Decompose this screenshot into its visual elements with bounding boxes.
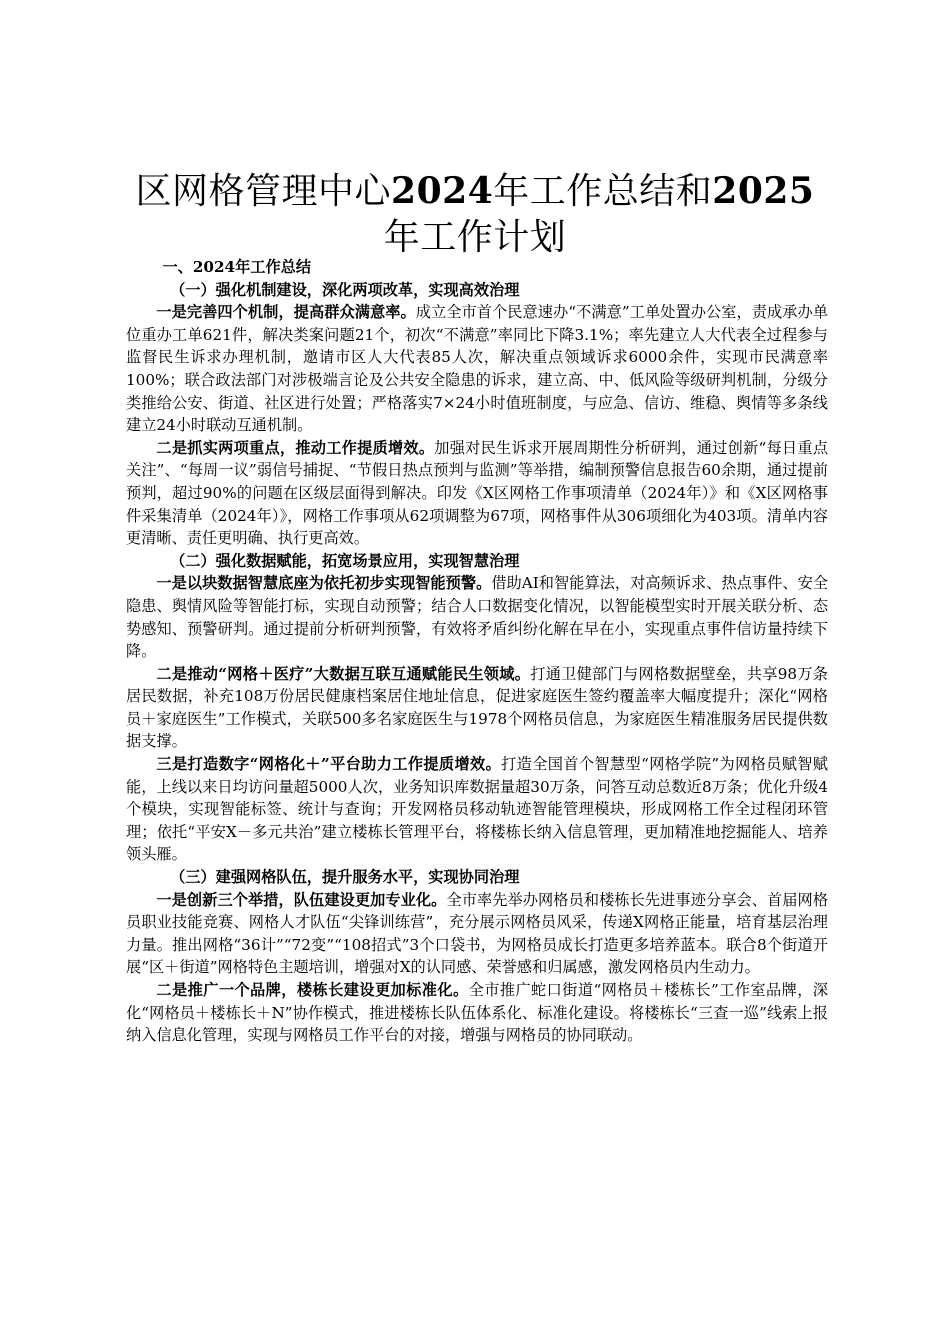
title-part-3: 年工作计划 xyxy=(383,217,567,258)
subsection-3-heading: （三）建强网格队伍，提升服务水平，实现协同治理 xyxy=(170,868,520,887)
title-part-1: 区网格管理中心 xyxy=(135,171,392,212)
paragraph-lead: 二是推动“网格＋医疗”大数据互联互通赋能民生领域。 xyxy=(156,664,531,683)
paragraph-lead: 一是完善四个机制，提高群众满意率。 xyxy=(156,303,416,322)
title-part-2: 年工作总结和 xyxy=(493,171,713,212)
paragraph-lead: 二是推广一个品牌，楼栋长建设更加标准化。 xyxy=(156,981,469,999)
paragraph-text: 全市率先举办网格员和楼栋长先进事迹分享会、首届网格员职业技能竞赛、网格人才队伍“尖锋训练营”，充分展示网格员风采，传递X网格正能量，培育基层治理力量。推出网格“36计”“72变”“108招式”3个口袋书，为网格员成长打造更多培养蓝本。联合8个街道开展“区＋街道”网格特色主题培训，增强对X的认同感、荣誉感和归属感，激发网格员内生动力。 xyxy=(126,890,828,977)
paragraph xyxy=(126,663,828,753)
paragraph-lead: 三是打造数字“网格化＋”平台助力工作提质增效。 xyxy=(156,755,502,774)
paragraph-text: 成立全市首个民意速办“不满意”工单处置办公室，责成承办单位重办工单621件，解决类案问题21个，初次“不满意”率同比下降3.1%；率先建立人大代表全过程参与监督民生诉求办理机制，邀请市区人大代表85人次，解决重点领域诉求6000余件，实现市民满意率100%；联合政法部门对涉极端言论及公共安全隐患的诉求，建立高、中、低风险等级研判机制，分级分类推给公安、街道、社区进行处置；严格落实7×24小时值班制度，与应急、信访、维稳、舆情等多条线建立24小时联动互通机制。 xyxy=(126,303,829,435)
paragraph xyxy=(126,301,828,437)
title-year-2: 2025 xyxy=(712,170,815,212)
paragraph-lead: 二是抓实两项重点，推动工作提质增效。 xyxy=(156,438,435,457)
title-year-1: 2024 xyxy=(391,170,494,212)
document-title xyxy=(120,168,830,261)
paragraph xyxy=(126,572,828,662)
paragraph-text: 借助AI和智能算法，对高频诉求、热点事件、安全隐患、舆情风险等智能打标，实现自动预警；结合人口数据变化情况，以智能模型实时开展关联分析、态势感知、预警研判。通过提前分析研判预警，有效将矛盾纠纷化解在早在小，实现重点事件信访量持续下降。 xyxy=(126,574,829,661)
paragraph-text: 打通卫健部门与网格数据壁垒，共享98万条居民数据，补充108万份居民健康档案居住地址信息，促进家庭医生签约覆盖率大幅度提升；深化“网格员＋家庭医生”工作模式，关联500多名家庭医生与1978个网格员信息，为家庭医生精准服务居民提供数据支撑。 xyxy=(126,664,828,751)
document-body xyxy=(126,256,828,1047)
paragraph-text: 全市推广蛇口街道“网格员＋楼栋长”工作室品牌，深化“网格员＋楼栋长＋N”协作模式，推进楼栋长队伍体系化、标准化建设。将楼栋长“三查一巡”线索上报纳入信息化管理，实现与网格员工作平台的对接，增强与网格员的协同联动。 xyxy=(126,981,828,1045)
paragraph xyxy=(126,437,828,550)
paragraph-text: 加强对民生诉求开展周期性分析研判，通过创新“每日重点关注”、“每周一议”弱信号捕捉、“节假日热点预判与监测”等举措，编制预警信息报告60余期，通过提前预判，超过90%的问题在区级层面得到解决。印发《X区网格工作事项清单（2024年）》和《X区网格事件采集清单（2024年）》，网格工作事项从62项调整为67项，网格事件从306项细化为403项。清单内容更清晰、责任更明确、执行更高效。 xyxy=(126,438,829,548)
paragraph xyxy=(126,753,828,866)
subsection-2-heading: （二）强化数据赋能，拓宽场景应用，实现智慧治理 xyxy=(170,551,520,570)
paragraph xyxy=(126,979,828,1047)
paragraph xyxy=(126,889,828,979)
paragraph-text: 打造全国首个智慧型“网格学院”为网格员赋智赋能，上线以来日均访问量超5000人次，业务知识库数据量超30万条，问答互动总数近8万条；优化升级4个模块，实现智能标签、统计与查询；开发网格员移动轨迹智能管理模块，形成网格工作全过程闭环管理；依托“平安X－多元共治”建立楼栋长管理平台，将楼栋长纳入信息管理，更加精准地挖掘能人、培养领头雁。 xyxy=(126,755,828,864)
paragraph-lead: 一是以块数据智慧底座为依托初步实现智能预警。 xyxy=(156,574,492,593)
paragraph-lead: 一是创新三个举措，队伍建设更加专业化。 xyxy=(156,890,447,909)
section-1-heading: 一、2024年工作总结 xyxy=(162,258,312,276)
subsection-1-heading: （一）强化机制建设，深化两项改革，实现高效治理 xyxy=(170,280,520,299)
